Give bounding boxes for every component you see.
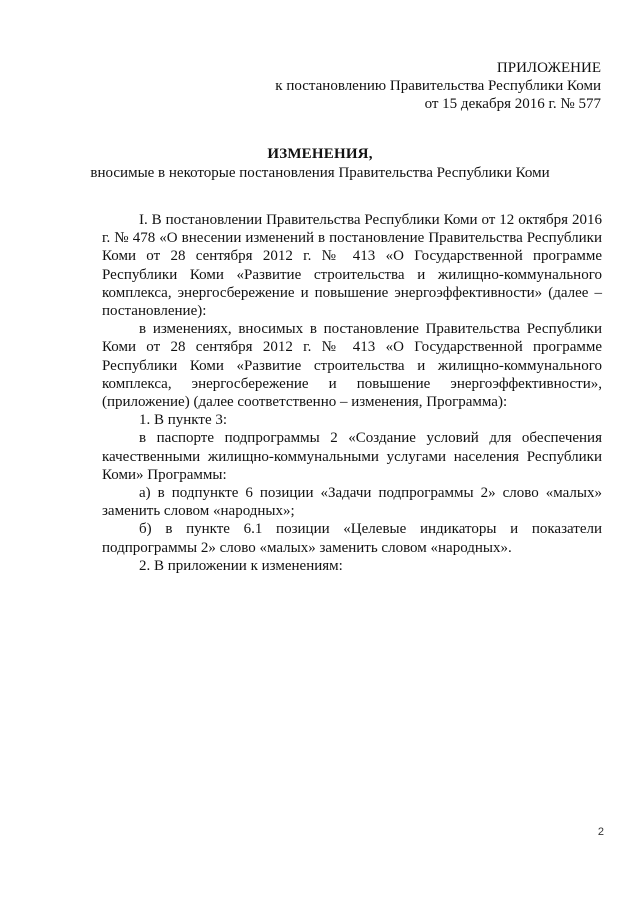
document-title: ИЗМЕНЕНИЯ,: [267, 146, 373, 162]
paragraph-point-1: 1. В пункте 3:: [139, 412, 228, 429]
paragraph-item-a: а) в подпункте 6 позиции «Задачи подпрограммы 2» слово «малых» заменить словом «народных»;: [102, 485, 602, 520]
page-number: 2: [597, 826, 604, 838]
paragraph-section-1: I. В постановлении Правительства Республики Коми от 12 октября 2016 г. № 478 «О внесении изменений в постановление Правительства Республики Коми от 28 сентября 2012 г. № 413 «О Государственной программе Республики Коми «Развитие строительства и жилищно-коммунального комплекса, энергосбережение и повышение энергоэффективности» (далее – постановление):: [102, 212, 602, 320]
document-subtitle: вносимые в некоторые постановления Правительства Республики Коми: [90, 165, 550, 181]
document-body: [102, 211, 602, 575]
appendix-label: ПРИЛОЖЕНИЕ: [496, 60, 601, 76]
paragraph-changes-intro: в изменениях, вносимых в постановление Правительства Республики Коми от 28 сентября 2012 г. № 413 «О Государственной программе Республики Коми «Развитие строительства и жилищно-коммунального комплекса, энергосбережение и повышение энергоэффективности», (приложение) (далее соответственно – изменения, Программа):: [102, 321, 602, 411]
appendix-date: от 15 декабря 2016 г. № 577: [424, 96, 601, 112]
appendix-block: [275, 59, 601, 113]
appendix-resolution: к постановлению Правительства Республики Коми: [275, 78, 601, 94]
document-heading: [0, 145, 640, 182]
paragraph-passport: в паспорте подпрограммы 2 «Создание условий для обеспечения качественными жилищно-коммунальными услугами населения Республики Коми» Программы:: [102, 430, 602, 483]
paragraph-point-2: 2. В приложении к изменениям:: [139, 557, 343, 574]
paragraph-item-b: б) в пункте 6.1 позиции «Целевые индикаторы и показатели подпрограммы 2» слово «малых» заменить словом «народных».: [102, 521, 602, 556]
